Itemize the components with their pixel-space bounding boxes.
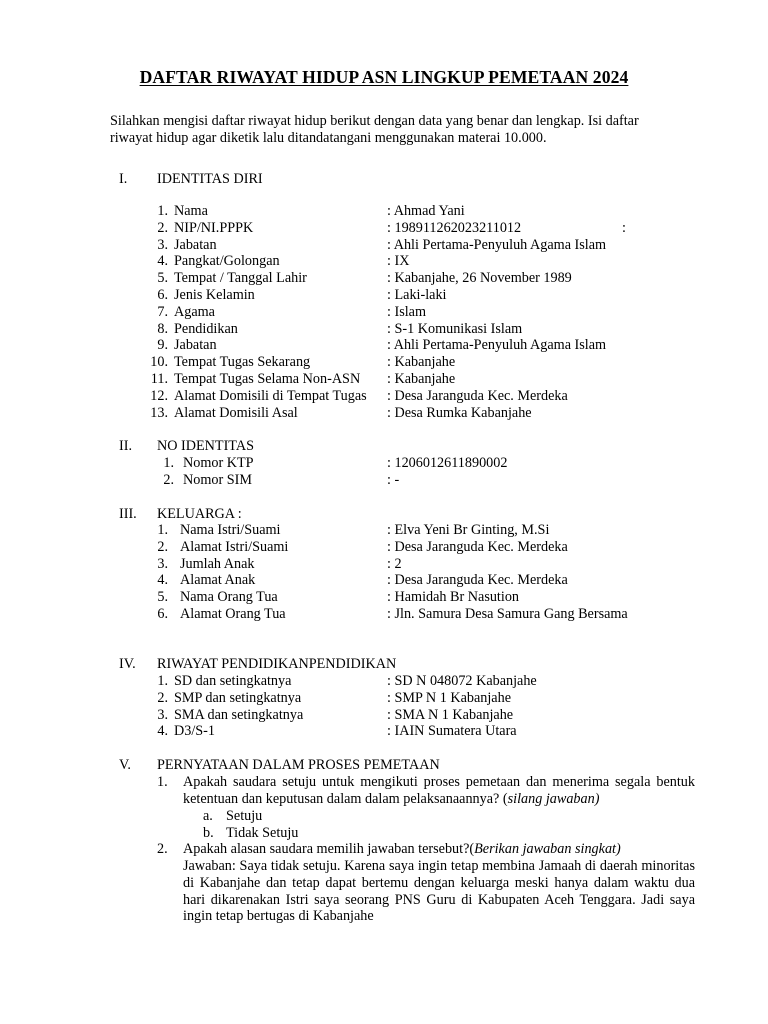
item-number: 11. xyxy=(150,370,168,387)
item-number: 8. xyxy=(157,320,168,337)
item-label: Alamat Domisili Asal xyxy=(174,404,298,421)
item-value: : Desa Rumka Kabanjahe xyxy=(387,404,532,421)
section-number: I. xyxy=(119,171,128,187)
item-label: Nama Orang Tua xyxy=(180,589,278,606)
item-label: Tempat / Tanggal Lahir xyxy=(174,270,307,287)
list-item xyxy=(0,321,768,338)
item-number: 7. xyxy=(157,303,168,320)
item-label: Jabatan xyxy=(174,337,217,354)
pendidikan-list xyxy=(0,673,768,740)
item-label: Nomor KTP xyxy=(183,455,254,471)
section-number: II. xyxy=(119,438,132,454)
list-item xyxy=(0,522,768,539)
question-hint: silang jawaban) xyxy=(507,790,600,807)
item-number: 3. xyxy=(157,555,168,572)
option-letter: b. xyxy=(203,825,214,841)
list-item xyxy=(0,371,768,388)
item-label: SD dan setingkatnya xyxy=(174,673,292,689)
item-label: Nama xyxy=(174,203,208,219)
item-value: : Kabanjahe xyxy=(387,370,456,387)
list-item xyxy=(0,589,768,606)
item-label: Alamat Orang Tua xyxy=(180,605,286,622)
list-item xyxy=(0,472,768,489)
item-label: Jabatan xyxy=(174,236,217,253)
item-number: 1. xyxy=(157,203,168,219)
item-value: : SMA N 1 Kabanjahe xyxy=(387,706,514,723)
item-label: SMA dan setingkatnya xyxy=(174,706,304,723)
item-label: NIP/NI.PPPK xyxy=(174,219,254,236)
item-number: 2. xyxy=(157,219,168,236)
item-label: Tempat Tugas Selama Non-ASN xyxy=(174,370,361,387)
item-value: : Elva Yeni Br Ginting, M.Si xyxy=(387,522,550,538)
list-item xyxy=(0,606,768,623)
list-item xyxy=(0,337,768,354)
item-number: 5. xyxy=(157,589,168,606)
item-number: 5. xyxy=(157,270,168,287)
item-number: 9. xyxy=(157,337,168,354)
option-label: Tidak Setuju xyxy=(226,825,299,841)
item-number: 1. xyxy=(157,522,168,538)
item-label: Nomor SIM xyxy=(183,471,252,488)
item-label: Jenis Kelamin xyxy=(174,286,255,303)
keluarga-list xyxy=(0,522,768,623)
item-number: 4. xyxy=(157,572,168,589)
question-text: Apakah saudara setuju untuk mengikuti proses pemetaan dan menerima segala bentuk ketentuan dan keputusan dalam dalam pelaksanaannya? (silang jawaban) xyxy=(183,774,695,807)
section-title: KELUARGA : xyxy=(157,506,242,522)
list-item xyxy=(0,405,768,422)
item-value: : Jln. Samura Desa Samura Gang Bersama xyxy=(387,605,628,622)
item-number: 3. xyxy=(157,236,168,253)
item-number: 4. xyxy=(157,723,168,740)
identitas-list xyxy=(0,203,768,421)
list-item xyxy=(0,556,768,573)
intro-line: Silahkan mengisi daftar riwayat hidup berikut dengan data yang benar dan lengkap. Isi daftar xyxy=(110,113,639,129)
list-item xyxy=(0,690,768,707)
item-label: Alamat Anak xyxy=(180,572,256,589)
item-label: SMP dan setingkatnya xyxy=(174,689,302,706)
item-value: : IAIN Sumatera Utara xyxy=(387,723,517,740)
question-hint: Berikan jawaban singkat) xyxy=(474,841,621,857)
intro-line: riwayat hidup agar diketik lalu ditandatangani menggunakan materai 10.000. xyxy=(110,129,547,146)
item-number: 2. xyxy=(157,538,168,555)
option-label: Setuju xyxy=(226,808,263,824)
list-item xyxy=(0,539,768,556)
item-value: : Ahmad Yani xyxy=(387,203,465,219)
question-text: Apakah alasan saudara memilih jawaban tersebut?(Berikan jawaban singkat) xyxy=(183,841,621,857)
item-value: : Laki-laki xyxy=(387,286,447,303)
intro-paragraph xyxy=(110,113,700,147)
list-item xyxy=(0,388,768,405)
section-title: PERNYATAAN DALAM PROSES PEMETAAN xyxy=(157,757,440,773)
item-value: : Desa Jaranguda Kec. Merdeka xyxy=(387,538,568,555)
no-identitas-list xyxy=(0,455,768,489)
item-value: : Desa Jaranguda Kec. Merdeka xyxy=(387,387,568,404)
item-value: : Hamidah Br Nasution xyxy=(387,589,520,606)
item-value: : - xyxy=(387,471,400,488)
list-item xyxy=(0,455,768,472)
item-label: Alamat Istri/Suami xyxy=(180,538,289,555)
list-item xyxy=(0,723,768,740)
question-number: 2. xyxy=(157,841,168,857)
section-number: IV. xyxy=(119,656,136,672)
list-item xyxy=(0,707,768,724)
list-item xyxy=(0,287,768,304)
list-item xyxy=(0,354,768,371)
list-item xyxy=(0,572,768,589)
section-title: RIWAYAT PENDIDIKANPENDIDIKAN xyxy=(157,656,397,672)
option-letter: a. xyxy=(203,808,213,824)
item-label: Jumlah Anak xyxy=(180,555,255,572)
item-label: Pangkat/Golongan xyxy=(174,253,280,270)
item-number: 13. xyxy=(150,404,168,421)
item-value: : 198911262023211012 xyxy=(387,219,522,236)
item-value: : Ahli Pertama-Penyuluh Agama Islam xyxy=(387,337,607,354)
item-value: : Ahli Pertama-Penyuluh Agama Islam xyxy=(387,236,607,253)
item-number: 1. xyxy=(157,673,168,689)
item-label: Alamat Domisili di Tempat Tugas xyxy=(174,387,367,404)
item-value: : SD N 048072 Kabanjahe xyxy=(387,673,537,689)
item-number: 6. xyxy=(157,605,168,622)
item-value: : Desa Jaranguda Kec. Merdeka xyxy=(387,572,568,589)
item-number: 6. xyxy=(157,286,168,303)
question-number: 1. xyxy=(157,774,168,790)
item-label: Pendidikan xyxy=(174,320,238,337)
item-number: 12. xyxy=(150,387,168,404)
document-title: DAFTAR RIWAYAT HIDUP ASN LINGKUP PEMETAAN 2024 xyxy=(139,67,629,87)
answer-text: Jawaban: Saya tidak setuju. Karena saya ingin tetap membina Jamaah di daerah minoritas di Kabanjahe dan tetap dapat bertemu dengan keluarga meski hanya dalam waktu dua hari dikarenakan Istri saya seorang PNS Guru di Kabupaten Aceh Tenggara. Jadi saya ingin tetap bertugas di Kabanjahe xyxy=(183,858,695,925)
item-number: 3. xyxy=(157,706,168,723)
item-label: D3/S-1 xyxy=(174,723,215,740)
section-number: V. xyxy=(119,757,131,773)
list-item xyxy=(0,237,768,254)
item-number: 2. xyxy=(163,471,174,488)
item-value: : IX xyxy=(387,253,410,270)
item-label: Agama xyxy=(174,303,215,320)
section-title: NO IDENTITAS xyxy=(157,438,254,454)
section-title: IDENTITAS DIRI xyxy=(157,171,263,187)
list-item xyxy=(0,220,768,237)
item-number: 2. xyxy=(157,689,168,706)
section-number: III. xyxy=(119,506,137,522)
item-number: 4. xyxy=(157,253,168,270)
list-item xyxy=(0,304,768,321)
list-item xyxy=(0,673,768,690)
item-value: : S-1 Komunikasi Islam xyxy=(387,320,523,337)
list-item xyxy=(0,203,768,220)
item-label: Tempat Tugas Sekarang xyxy=(174,354,311,371)
item-number: 10. xyxy=(150,354,168,371)
item-value: : Kabanjahe xyxy=(387,354,456,371)
list-item xyxy=(0,253,768,270)
item-number: 1. xyxy=(163,455,174,471)
item-value: : SMP N 1 Kabanjahe xyxy=(387,689,511,706)
item-label: Nama Istri/Suami xyxy=(180,522,281,538)
list-item xyxy=(0,270,768,287)
item-value: : 1206012611890002 xyxy=(387,455,508,471)
item-extra: : xyxy=(622,219,626,236)
item-value: : 2 xyxy=(387,555,402,572)
item-value: : Islam xyxy=(387,303,427,320)
item-value: : Kabanjahe, 26 November 1989 xyxy=(387,270,572,287)
